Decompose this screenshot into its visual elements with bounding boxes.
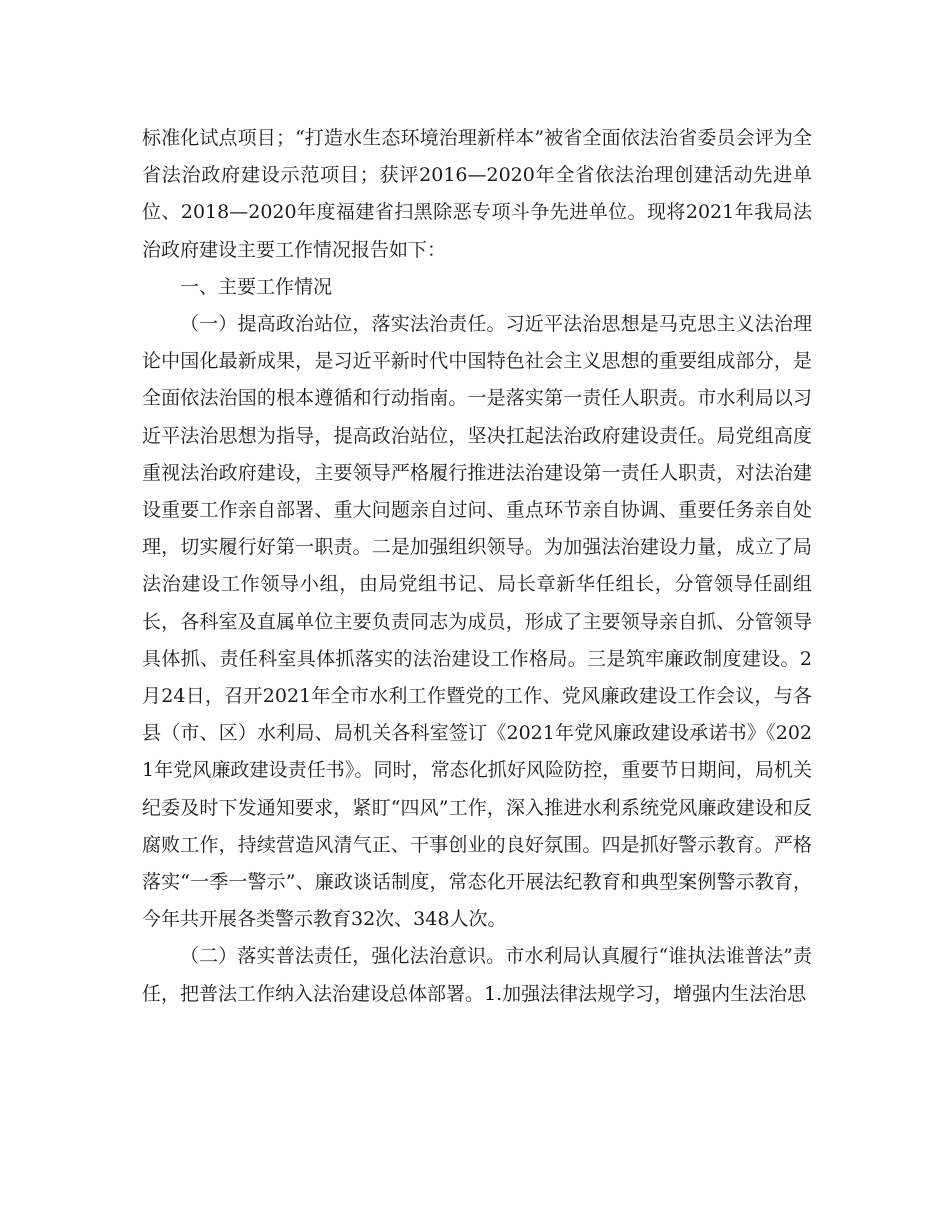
document-body <box>142 120 812 1013</box>
section-heading-main-work: 一、主要工作情况 <box>180 275 333 298</box>
paragraph-political-stance: （一）提高政治站位，落实法治责任。习近平法治思想是马克思主义法治理论中国化最新成果，是习近平新时代中国特色社会主义思想的重要组成部分，是全面依法治国的根本遵循和行动指南。一是落实第一责任人职责。市水利局以习近平法治思想为指导，提高政治站位，坚决扛起法治政府建设责任。局党组高度重视法治政府建设，主要领导严格履行推进法治建设第一责任人职责，对法治建设重要工作亲自部署、重大问题亲自过问、重点环节亲自协调、重要任务亲自处理，切实履行好第一职责。二是加强组织领导。为加强法治建设力量，成立了局法治建设工作领导小组，由局党组书记、局长章新华任组长，分管领导任副组长，各科室及直属单位主要负责同志为成员，形成了主要领导亲自抓、分管领导具体抓、责任科室具体抓落实的法治建设工作格局。三是筑牢廉政制度建设。2月24日，召开2021年全市水利工作暨党的工作、党风廉政建设工作会议，与各县（市、区）水利局、局机关各科室签订《2021年党风廉政建设承诺书》《2021年党风廉政建设责任书》。同时，常态化抓好风险防控，重要节日期间，局机关纪委及时下发通知要求，紧盯“四风”工作，深入推进水利系统党风廉政建设和反腐败工作，持续营造风清气正、干事创业的良好氛围。四是抓好警示教育。严格落实“一季一警示”、廉政谈话制度，常态化开展法纪教育和典型案例警示教育，今年共开展各类警示教育32次、348人次。 <box>142 313 812 931</box>
paragraph-continuation: 标准化试点项目；“打造水生态环境治理新样本”被省全面依法治省委员会评为全省法治政府建设示范项目；获评2016—2020年全省依法治理创建活动先进单位、2018—2020年度福建省扫黑除恶专项斗争先进单位。现将2021年我局法治政府建设主要工作情况报告如下： <box>142 127 812 261</box>
paragraph-law-popularization: （二）落实普法责任，强化法治意识。市水利局认真履行“谁执法谁普法”责任，把普法工作纳入法治建设总体部署。1.加强法律法规学习，增强内生法治思 <box>142 945 812 1005</box>
